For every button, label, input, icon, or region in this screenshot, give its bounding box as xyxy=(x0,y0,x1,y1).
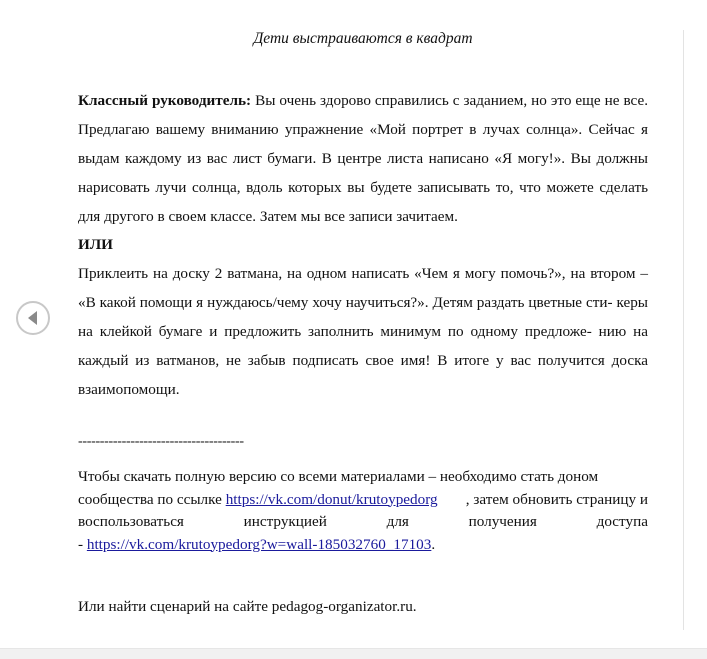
download-word-3: для xyxy=(386,513,409,530)
paragraph2-line-4: нию на каждый из ватманов, не забыв подписать свое имя! В итоге у вас получится xyxy=(78,323,648,369)
donut-link[interactable]: https://vk.com/donut/krutoypedorg xyxy=(225,490,438,508)
document-title: Дети выстраиваются в квадрат xyxy=(253,30,473,47)
previous-page-button[interactable] xyxy=(16,301,50,335)
paragraph2-line-3: керы на клейкой бумаге и предложить заполнить минимум по одному предложе- xyxy=(78,294,648,340)
download-word-1: воспользоваться xyxy=(78,513,184,530)
speaker-label: Классный руководитель: xyxy=(78,92,252,109)
download-word-5: доступа xyxy=(596,513,648,530)
paragraph-alternative xyxy=(78,259,648,404)
download-line-2 xyxy=(78,489,648,512)
download-word-4: получения xyxy=(468,513,537,530)
separator-line: -------------------------------------- xyxy=(78,434,244,449)
wall-post-link[interactable]: https://vk.com/krutoypedorg?w=wall-185032760_17103 xyxy=(86,535,432,553)
download-line-4-prefix: - xyxy=(78,535,87,553)
paragraph1-line-2: все. Предлагаю вашему вниманию упражнение «Мой портрет в лучах солнца». xyxy=(78,92,648,138)
paragraph2-line-1: Приклеить на доску 2 ватмана, на одном написать «Чем я могу помочь?», на втором xyxy=(78,265,636,282)
paragraph2-line-2: – «В какой помощи я нуждаюсь/чему хочу научиться?». Детям раздать цветные сти- xyxy=(78,265,649,311)
download-line-4-suffix: . xyxy=(431,535,436,553)
paragraph1-line-5: можете сделать для другого в своем классе. Затем мы все записи зачитаем. xyxy=(78,179,649,225)
download-info xyxy=(78,466,648,556)
download-line-3 xyxy=(78,511,648,534)
bottom-scrollbar[interactable] xyxy=(0,648,707,659)
main-text xyxy=(78,86,648,404)
download-line-4 xyxy=(78,534,648,557)
download-line-1: Чтобы скачать полную версию со всеми материалами – необходимо стать доном xyxy=(78,468,599,485)
paragraph1-line-4: Вы должны нарисовать лучи солнца, вдоль которых вы будете записывать то, что xyxy=(78,150,648,196)
paragraph-teacher xyxy=(78,86,648,231)
download-line-2-text: сообщества по ссылке xyxy=(78,490,226,508)
or-label: ИЛИ xyxy=(78,236,113,253)
paragraph1-line-3: Сейчас я выдам каждому из вас лист бумаги. В центре листа написано «Я могу!». xyxy=(78,121,649,167)
chevron-left-icon xyxy=(18,303,48,333)
paragraph2-line-5: доска взаимопомощи. xyxy=(78,352,649,398)
download-line-2-end: , затем обновить страницу и xyxy=(465,490,648,508)
download-word-2: инструкцией xyxy=(243,513,327,530)
paragraph1-line-1: Вы очень здорово справились с заданием, но это еще не xyxy=(251,92,620,109)
page-edge xyxy=(683,30,684,630)
download-line-2-start xyxy=(78,489,438,512)
site-reference: Или найти сценарий на сайте pedagog-organizator.ru. xyxy=(78,598,417,615)
